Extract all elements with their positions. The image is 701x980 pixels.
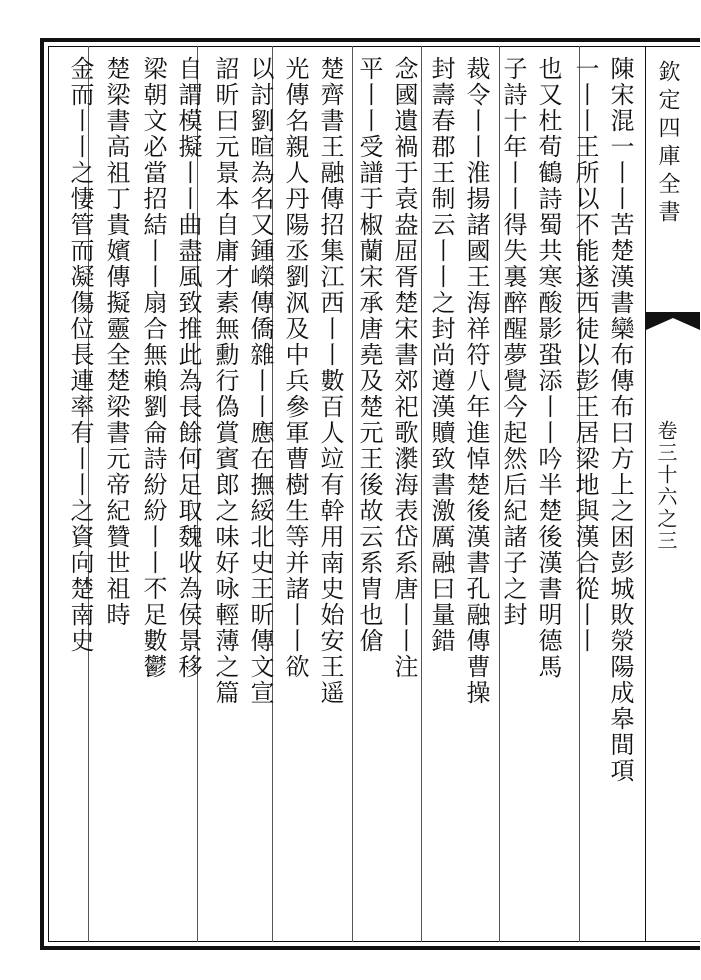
text-column: 詔昕曰元景本自庸才素無勳行偽賞賓郎之味好咏輕薄之篇 [211, 56, 239, 706]
fish-tail-ornament [646, 312, 700, 330]
text-column: 陳宋混一丨丨苦楚漢書欒布傳布曰方上之困彭城敗滎陽成皋間項 [606, 56, 634, 784]
margin-rule [645, 46, 646, 942]
text-column: 裁令丨丨淮揚諸國王海祥符八年進悼楚後漢書孔融傳曹操 [462, 56, 490, 706]
text-column: 光傳名親人丹陽丞劉沨及中兵參軍曹樹生等并諸丨丨欲 [281, 56, 309, 680]
text-column: 也又杜荀鶴詩蜀共寒酸影蛩添丨丨吟半楚後漢書明德馬 [534, 56, 562, 680]
text-column: 梁朝文必當招結丨丨扇合無賴劉侖詩紛紛丨丨不足數鬱 [139, 56, 167, 680]
text-column: 楚梁書高祖丁貴嬪傳擬靈全楚梁書元帝紀贊世祖時 [102, 56, 130, 628]
text-column: 子詩十年丨丨得失裏醉醒夢覺今起然后紀諸子之封 [499, 56, 527, 628]
text-column: 楚齊書王融傳招集江西丨丨數百人竝有幹用南史始安王遥 [316, 56, 344, 706]
text-column: 平丨丨受譜于椒蘭宋承唐堯及楚元王後故云系胄也傖 [355, 56, 383, 654]
margin-title: 欽定四庫全書 [655, 60, 680, 228]
text-column: 封壽春郡王制云丨丨之封尚遵漢贖致書激厲融曰量錯 [427, 56, 455, 654]
text-column: 自謂模擬丨丨曲盡風致推此為長餘何足取魏收為侯景移 [174, 56, 202, 680]
margin-volume: 卷三十六之三 [654, 420, 678, 552]
text-column: 金而丨丨之悽管而凝傷位長連率有丨丨之資向楚南史 [66, 56, 94, 654]
text-column: 一丨丨王所以不能遂西徒以彭王居梁地與漢合從丨丨 [571, 56, 599, 654]
text-column: 念國遺禍于袁盎屈胥楚宋書郊祀歌㶋海表岱系唐丨丨注 [390, 56, 418, 680]
text-column: 以討劉暄為名又鍾嶸傳僑雜丨丨應在撫綏北史王昕傳文宣 [246, 56, 274, 706]
